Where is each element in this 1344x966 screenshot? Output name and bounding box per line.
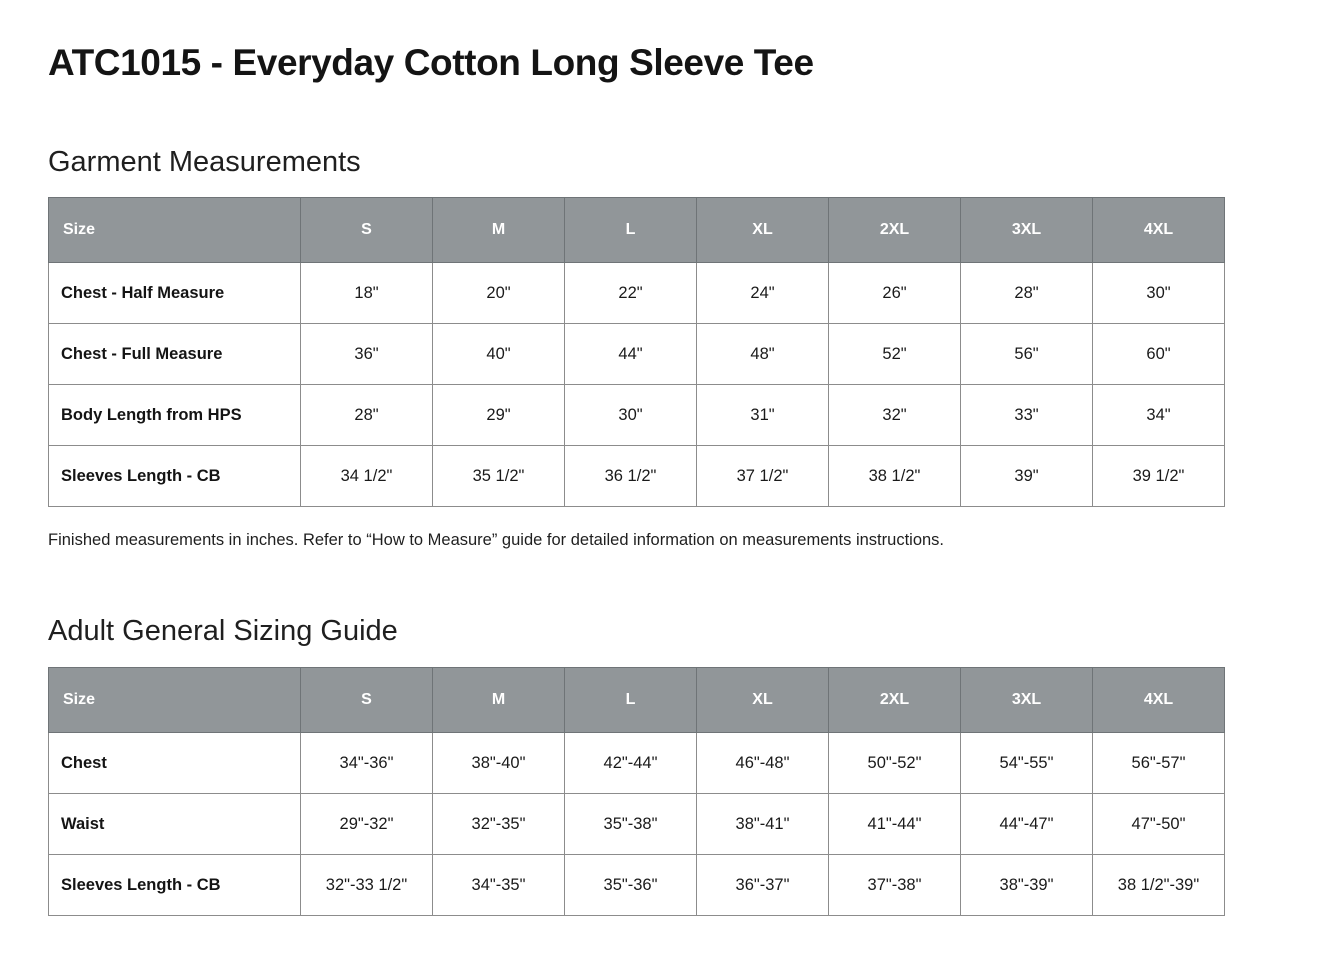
measurement-cell: 31" (697, 385, 829, 446)
table-row (49, 263, 1225, 324)
measurement-cell: 39 1/2" (1093, 446, 1225, 507)
measurement-cell: 30" (565, 385, 697, 446)
measurement-cell: 56" (961, 324, 1093, 385)
measurement-cell: 34 1/2" (301, 446, 433, 507)
row-label: Chest (49, 733, 301, 794)
column-header-3xl: 3XL (961, 198, 1093, 263)
measurement-cell: 39" (961, 446, 1093, 507)
table-header-row (49, 668, 1225, 733)
table-row (49, 385, 1225, 446)
measurement-cell: 30" (1093, 263, 1225, 324)
measurement-cell: 20" (433, 263, 565, 324)
column-header-m: M (433, 668, 565, 733)
column-header-l: L (565, 668, 697, 733)
measurement-cell: 50"-52" (829, 733, 961, 794)
section-spacer (48, 552, 1296, 614)
measurement-cell: 18" (301, 263, 433, 324)
measurement-cell: 36"-37" (697, 855, 829, 916)
column-header-2xl: 2XL (829, 198, 961, 263)
measurement-cell: 60" (1093, 324, 1225, 385)
measurement-cell: 35"-38" (565, 794, 697, 855)
measurement-cell: 54"-55" (961, 733, 1093, 794)
section-adult-general-sizing-guide (48, 614, 1296, 916)
measurement-cell: 48" (697, 324, 829, 385)
measurement-cell: 29"-32" (301, 794, 433, 855)
measurement-cell: 41"-44" (829, 794, 961, 855)
measurement-cell: 22" (565, 263, 697, 324)
measurement-cell: 28" (961, 263, 1093, 324)
measurement-cell: 44" (565, 324, 697, 385)
measurement-cell: 44"-47" (961, 794, 1093, 855)
measurement-cell: 36 1/2" (565, 446, 697, 507)
column-header-m: M (433, 198, 565, 263)
measurement-cell: 32"-35" (433, 794, 565, 855)
row-label: Chest - Half Measure (49, 263, 301, 324)
row-label: Sleeves Length - CB (49, 446, 301, 507)
measurements-footnote: Finished measurements in inches. Refer to “How to Measure” guide for detailed information on measurements instructions. (48, 531, 945, 550)
measurement-cell: 46"-48" (697, 733, 829, 794)
measurement-cell: 32" (829, 385, 961, 446)
row-label: Body Length from HPS (49, 385, 301, 446)
measurement-cell: 29" (433, 385, 565, 446)
table-row (49, 733, 1225, 794)
column-header-4xl: 4XL (1093, 668, 1225, 733)
table-header-row (49, 198, 1225, 263)
measurement-cell: 38 1/2"-39" (1093, 855, 1225, 916)
measurement-cell: 26" (829, 263, 961, 324)
row-label: Waist (49, 794, 301, 855)
measurement-cell: 38 1/2" (829, 446, 961, 507)
measurement-cell: 35"-36" (565, 855, 697, 916)
measurement-cell: 34" (1093, 385, 1225, 446)
column-header-2xl: 2XL (829, 668, 961, 733)
table-row (49, 855, 1225, 916)
table-row (49, 446, 1225, 507)
row-label: Sleeves Length - CB (49, 855, 301, 916)
row-label: Chest - Full Measure (49, 324, 301, 385)
measurement-cell: 38"-41" (697, 794, 829, 855)
column-header-3xl: 3XL (961, 668, 1093, 733)
measurement-cell: 52" (829, 324, 961, 385)
measurement-cell: 47"-50" (1093, 794, 1225, 855)
section-heading: Garment Measurements (48, 145, 361, 178)
column-header-size: Size (49, 198, 301, 263)
measurement-cell: 42"-44" (565, 733, 697, 794)
measurement-cell: 34"-36" (301, 733, 433, 794)
column-header-l: L (565, 198, 697, 263)
measurement-cell: 32"-33 1/2" (301, 855, 433, 916)
page-title: ATC1015 - Everyday Cotton Long Sleeve Tee (48, 42, 814, 83)
measurement-cell: 38"-39" (961, 855, 1093, 916)
measurement-cell: 24" (697, 263, 829, 324)
section-garment-measurements (48, 145, 1296, 553)
measurement-cell: 56"-57" (1093, 733, 1225, 794)
measurement-cell: 37 1/2" (697, 446, 829, 507)
adult-sizing-guide-table (48, 667, 1225, 916)
column-header-xl: XL (697, 198, 829, 263)
measurement-cell: 35 1/2" (433, 446, 565, 507)
table-row (49, 324, 1225, 385)
measurement-cell: 34"-35" (433, 855, 565, 916)
garment-measurements-table (48, 197, 1225, 507)
measurement-cell: 28" (301, 385, 433, 446)
column-header-xl: XL (697, 668, 829, 733)
column-header-s: S (301, 198, 433, 263)
measurement-cell: 36" (301, 324, 433, 385)
measurement-cell: 37"-38" (829, 855, 961, 916)
section-heading: Adult General Sizing Guide (48, 615, 398, 648)
column-header-s: S (301, 668, 433, 733)
measurement-cell: 33" (961, 385, 1093, 446)
column-header-4xl: 4XL (1093, 198, 1225, 263)
column-header-size: Size (49, 668, 301, 733)
measurement-cell: 40" (433, 324, 565, 385)
measurement-cell: 38"-40" (433, 733, 565, 794)
table-row (49, 794, 1225, 855)
